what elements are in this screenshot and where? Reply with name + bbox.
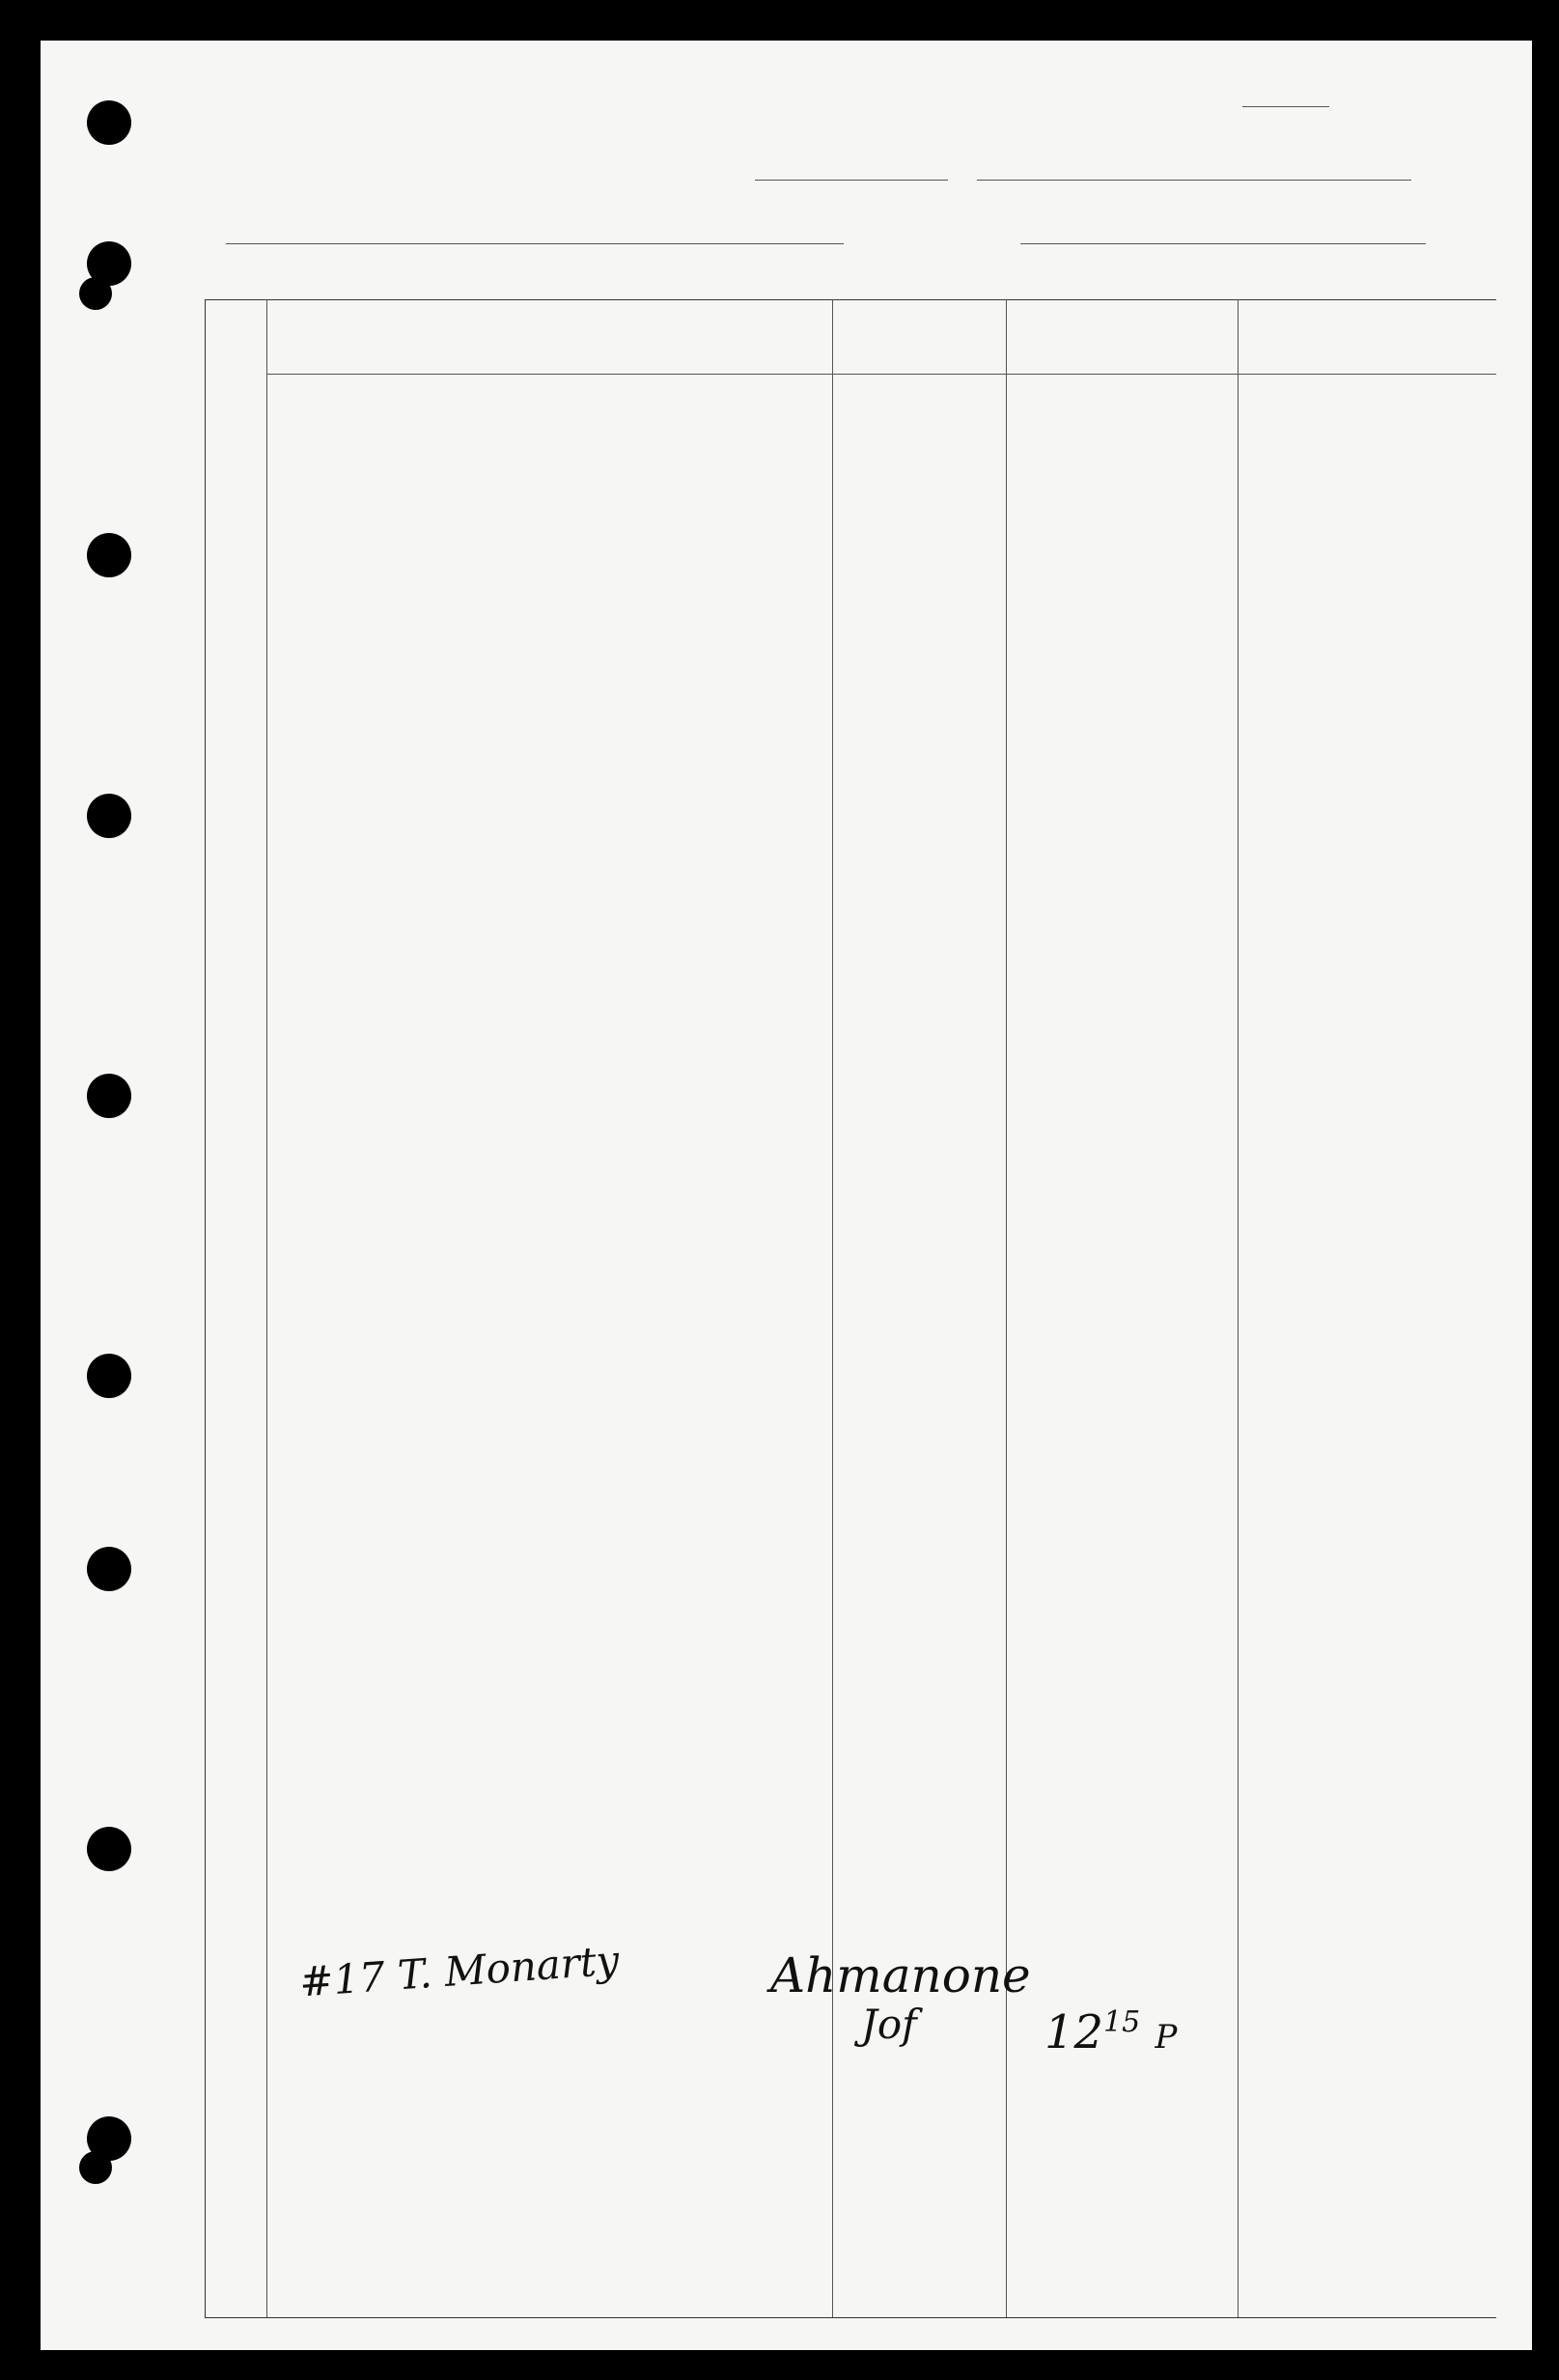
table-left-border: [205, 299, 206, 2317]
handwritten-signature-mid: Ahmanone: [770, 1947, 1031, 2003]
vessel-underline: [226, 243, 844, 244]
baggage-col-divider: [1238, 299, 1239, 2317]
binder-hole: [79, 2151, 112, 2184]
binder-hole: [87, 1827, 131, 1871]
handwritten-signature-left: #17 T. Monarty: [297, 1936, 621, 2006]
header-row-divider: [266, 374, 1496, 375]
manifest-page: [41, 41, 1532, 2350]
table-top-border: [205, 299, 1496, 300]
binder-hole: [87, 100, 131, 145]
binder-hole: [87, 1354, 131, 1398]
binder-hole: [87, 1074, 131, 1118]
table-bottom-border: [205, 2317, 1496, 2318]
binder-hole: [87, 794, 131, 838]
binder-hole: [87, 533, 131, 577]
handwritten-initials: Jof: [861, 2001, 917, 2048]
handwritten-time: $12^{15}$ P: [1044, 2005, 1178, 2059]
name-col-divider: [832, 299, 833, 2317]
doc-col-divider: [1006, 299, 1007, 2317]
manifest-no-underline: [1242, 106, 1329, 107]
line-col-divider: [266, 299, 267, 2317]
binder-hole: [87, 1547, 131, 1591]
binder-hole: [79, 277, 112, 310]
from-underline: [977, 180, 1411, 181]
arrival-underline: [1020, 243, 1426, 244]
class-underline: [755, 180, 948, 181]
